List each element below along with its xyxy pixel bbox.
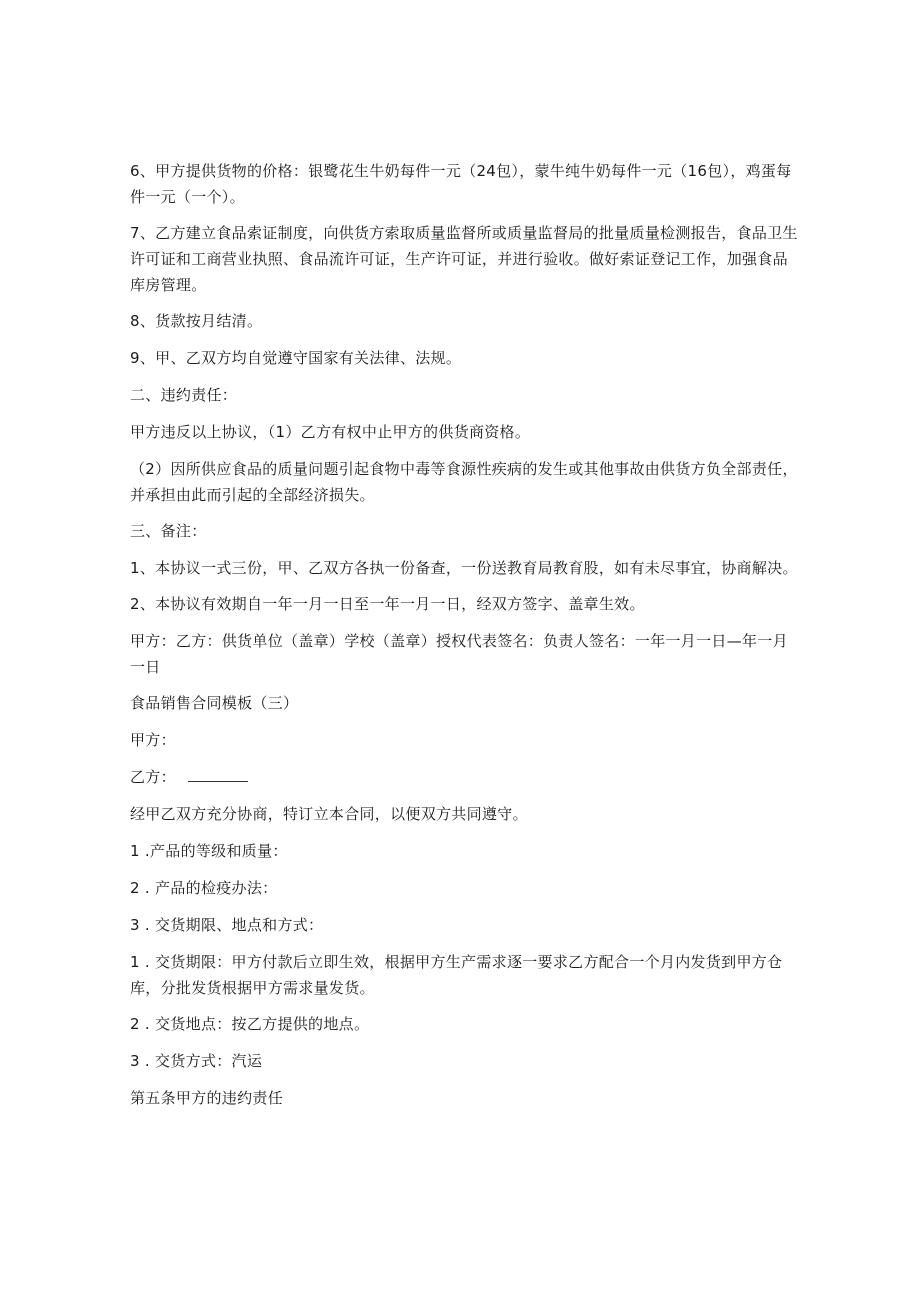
section-heading-notes: 三、备注： [130, 522, 207, 540]
item-delivery-terms: 3 . 交货期限、地点和方式： [130, 916, 324, 934]
template-title: 食品销售合同模板（三） [130, 694, 299, 712]
party-b-label: 乙方： [130, 768, 176, 786]
delivery-location: 2 . 交货地点：按乙方提供的地点。 [130, 1015, 370, 1033]
section-heading-liability: 二、违约责任： [130, 386, 238, 404]
notes-item-1: 1、本协议一式三份，甲、乙双方各执一份备查，一份送教育局教育股，如有未尽事宜，协商解决。 [130, 559, 798, 577]
clause-9-law: 9、甲、乙双方均自觉遵守国家有关法律、法规。 [130, 349, 462, 367]
notes-item-2: 2、本协议有效期自一年一月一日至一年一月一日，经双方签字、盖章生效。 [130, 595, 645, 613]
party-a-label: 甲方： [130, 731, 176, 749]
delivery-period: 1 . 交货期限：甲方付款后立即生效，根据甲方生产需求逐一要求乙方配合一个月内发货到甲方仓库，分批发货根据甲方需求量发货。 [130, 953, 783, 997]
item-quarantine: 2 . 产品的检疫办法： [130, 879, 278, 897]
document-page [130, 158, 800, 1122]
signature-block: 甲方：乙方：供货单位（盖章）学校（盖章）授权代表签名：负责人签名：一年一月一日—年一月一日 [130, 632, 788, 676]
liability-item-1: 甲方违反以上协议，（1）乙方有权中止甲方的供货商资格。 [130, 423, 531, 441]
item-grade-quality: 1 .产品的等级和质量： [130, 842, 288, 860]
delivery-method: 3 . 交货方式：汽运 [130, 1052, 263, 1070]
liability-item-2: （2）因所供应食品的质量问题引起食物中毒等食源性疾病的发生或其他事故由供货方负全部责任，并承担由此而引起的全部经济损失。 [130, 460, 798, 504]
clause-7-certification: 7、乙方建立食品索证制度，向供货方索取质量监督所或质量监督局的批量质量检测报告，食品卫生许可证和工商营业执照、食品流许可证，生产许可证，并进行验收。做好索证登记工作，加强食品库房管理。 [130, 224, 798, 294]
clause-6-price: 6、甲方提供货物的价格：银鹭花生牛奶每件一元（24包），蒙牛纯牛奶每件一元（16包），鸡蛋每件一元（一个）。 [130, 162, 792, 206]
article-5-heading: 第五条甲方的违约责任 [130, 1089, 284, 1107]
intro-sentence: 经甲乙双方充分协商，特订立本合同，以便双方共同遵守。 [130, 805, 528, 823]
party-b-blank [188, 767, 248, 782]
party-b-line [130, 764, 800, 790]
clause-8-payment: 8、货款按月结清。 [130, 312, 263, 330]
